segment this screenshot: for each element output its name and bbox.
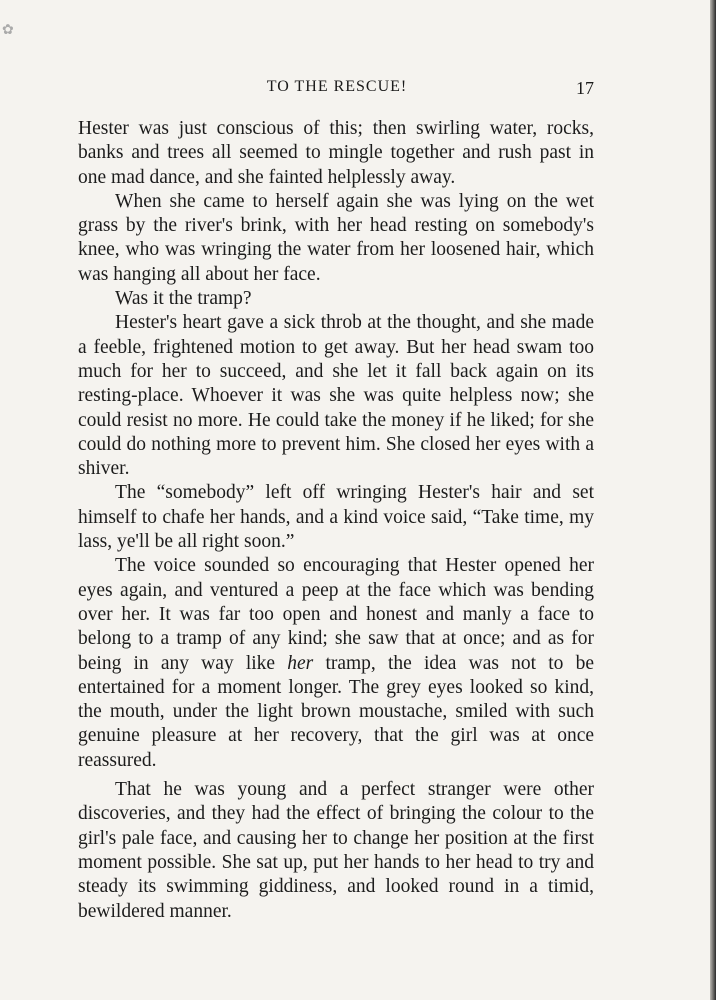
running-title: TO THE RESCUE!: [266, 78, 408, 95]
paragraph-1: Hester was just conscious of this; then swirling water, rocks, banks and trees all seemed to mingle together and rush past in one mad dance, and she fainted helplessly away.: [78, 118, 594, 188]
paragraph-2: When she came to herself again she was lying on the wet grass by the river's brink, with her head resting on somebody's knee, who was wringing the water from her loosened hair, which was hanging all about her face.: [78, 190, 594, 285]
page-stain-mark: ✿: [2, 22, 14, 38]
paragraph-4: Hester's heart gave a sick throb at the thought, and she made a feeble, frightened motion to get away. But her head swam too much for her to succeed, and she let it fall back again on its resting-place. Whoever it was she was quite helpless now; she could resist no more. He could take the money if he liked; for she could do nothing more to prevent him. She closed her eyes with a shiver.: [78, 312, 594, 480]
page-number: 17: [576, 78, 594, 98]
paragraph-7: That he was young and a perfect stranger were other discoveries, and they had the effect of bringing the colour to the girl's pale face, and causing her to change her position at the first moment possible. She sat up, put her hands to her head to try and steady its swimming giddiness, and looked round in a timid, bewildered manner.: [78, 779, 594, 922]
paragraph-6-italic: her: [287, 652, 314, 674]
paragraph-6-start: The voice sounded so encouraging that Hester opened her eyes again, and ventured a peep at the face which was bending over her. It was far too open and honest and manly a face to belong to a tramp of any kind; she saw that at once; and as for being in any way like: [78, 555, 594, 674]
page-header: [80, 78, 594, 102]
paragraph-6: [78, 554, 594, 773]
paragraph-6-end: tramp, the idea was not to be entertained for a moment longer. The grey eyes looked so kind, the mouth, under the light brown moustache, smiled with such genuine pleasure at her recovery, that the girl was at once reassured.: [78, 652, 594, 771]
paragraph-5: The “somebody” left off wringing Hester's hair and set himself to chafe her hands, and a kind voice said, “Take time, my lass, ye'll be all right soon.”: [78, 482, 594, 553]
body-text: [78, 117, 594, 924]
page-edge-shadow: [710, 0, 716, 1000]
paragraph-3: Was it the tramp?: [115, 288, 252, 310]
